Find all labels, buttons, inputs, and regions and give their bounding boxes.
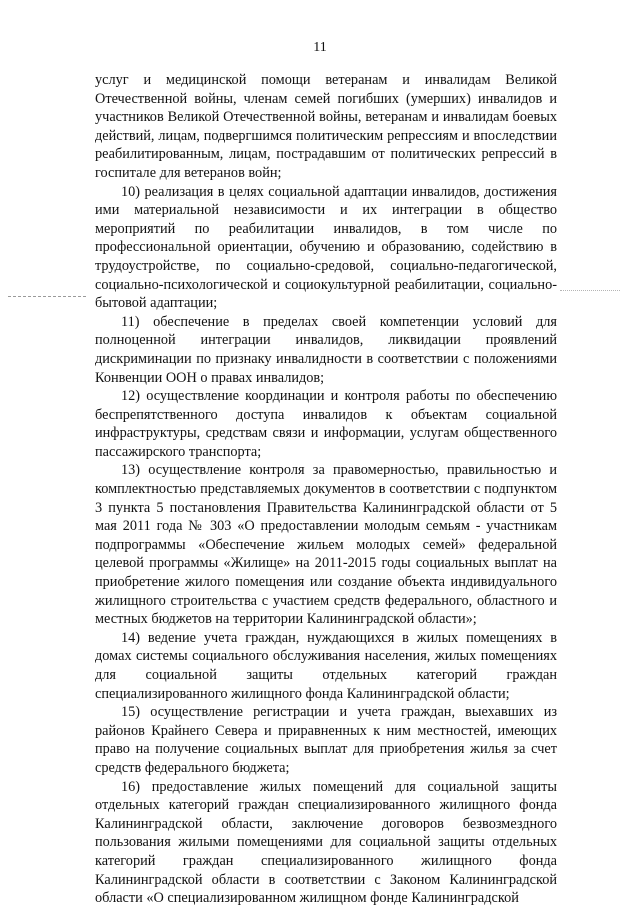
paragraph-item-14: 14) ведение учета граждан, нуждающихся в жилых помещениях в домах системы социального обслуживания населения, жилых помещениях для социальной защиты отдельных категорий граждан специализированного жилищного фонда Калининградской области; bbox=[95, 629, 557, 702]
document-body bbox=[95, 71, 557, 908]
paragraph-item-11: 11) обеспечение в пределах своей компетенции условий для полноценной интеграции инвалидов, ликвидации проявлений дискриминации по признаку инвалидности в соответствии с положениями Конвенции ООН о правах инвалидов; bbox=[95, 313, 557, 386]
paragraph-item-16: 16) предоставление жилых помещений для социальной защиты отдельных категорий граждан специализированного жилищного фонда Калининградской области, заключение договоров безвозмездного пользования жилыми помещениями для социальной защиты отдельных категорий граждан специализированного жилищного фонда Калининградской области в соответствии с Законом Калининградской области «О специализированном жилищном фонде Калининградской bbox=[95, 778, 557, 907]
paragraph-item-10: 10) реализация в целях социальной адаптации инвалидов, достижения ими материальной независимости и их интеграции в общество мероприятий по реабилитации инвалидов, в том числе по профессиональной ориентации, обучению и образованию, содействию в трудоустройстве, по социально-средовой, социально-педагогической, социально-психологической и социокультурной реабилитации, социально-бытовой адаптации; bbox=[95, 183, 557, 312]
paragraph-continuation: услуг и медицинской помощи ветеранам и инвалидам Великой Отечественной войны, членам семей погибших (умерших) инвалидов и участников Великой Отечественной войны, ветеранам и инвалидам боевых действий, лицам, подвергшимся политическим репрессиям и впоследствии реабилитированным, лицам, пострадавшим от политических репрессий в госпитале для ветеранов войн; bbox=[95, 72, 557, 181]
paragraph-item-12: 12) осуществление координации и контроля работы по обеспечению беспрепятственного доступа инвалидов к объектам социальной инфраструктуры, средствам связи и информации, услугам общественного пассажирского транспорта; bbox=[95, 388, 557, 460]
paragraph-item-13: 13) осуществление контроля за правомерностью, правильностью и комплектностью представляемых документов в соответствии с подпунктом 3 пункта 5 постановления Правительства Калининградской области от 5 мая 2011 года № 303 «О предоставлении молодым семьям - участникам подпрограммы «Обеспечение жильем молодых семей» федеральной целевой программы «Жилище» на 2011-2015 годы социальных выплат на приобретение жилого помещения или создание объекта индивидуального жилищного строительства с участием средств федерального, областного и местных бюджетов на территории Калининградской области»; bbox=[95, 462, 557, 628]
margin-scan-mark bbox=[8, 296, 86, 297]
margin-scan-mark-right bbox=[560, 290, 620, 291]
paragraph-item-15: 15) осуществление регистрации и учета граждан, выехавших из районов Крайнего Севера и приравненных к ним местностей, имеющих право на получение социальных выплат для приобретения жилья за счет средств федерального бюджета; bbox=[95, 704, 557, 776]
page-number: 11 bbox=[313, 40, 327, 55]
